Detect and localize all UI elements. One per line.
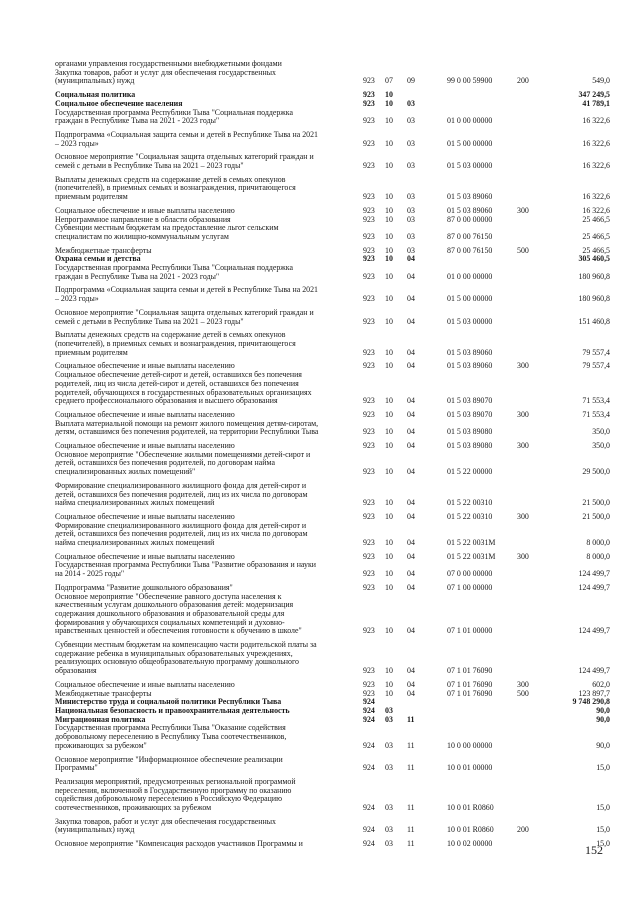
section-code: 10 bbox=[385, 347, 393, 357]
table-row bbox=[55, 331, 610, 357]
page-number: 152 bbox=[585, 843, 603, 857]
row-description: Государственная программа Республики Тыва "Оказание содействия добровольному переселению в Республику Тыва соотечественников, проживающих за рубежом" bbox=[55, 723, 287, 750]
amount: 71 553,4 bbox=[582, 396, 610, 406]
table-row bbox=[55, 482, 610, 508]
subsection-code: 04 bbox=[407, 294, 415, 304]
amount: 124 499,7 bbox=[578, 626, 610, 636]
subsection-code: 03 bbox=[407, 205, 415, 215]
ministry-code: 923 bbox=[363, 551, 375, 561]
amount: 15,0 bbox=[596, 763, 610, 773]
target-article-code: 10 0 00 00000 bbox=[447, 740, 493, 750]
table-row bbox=[55, 109, 610, 126]
row-description: Реализация мероприятий, предусмотренных региональной программой переселения, включенной в Государственную программу по оказанию содействия добровольному переселению в Российскую Федерацию соотечественников, проживающих за рубежом bbox=[55, 776, 296, 813]
ministry-code: 923 bbox=[363, 245, 375, 255]
subsection-code: 11 bbox=[407, 825, 415, 835]
expense-type-code: 200 bbox=[517, 825, 529, 835]
ministry-code: 923 bbox=[363, 396, 375, 406]
row-description: органами управления государственными внебюджетными фондами bbox=[55, 59, 282, 68]
section-code: 03 bbox=[385, 763, 393, 773]
row-description: Подпрограмма "Развитие дошкольного образования" bbox=[55, 582, 233, 592]
target-article-code: 01 5 03 89070 bbox=[447, 396, 493, 406]
subsection-code: 03 bbox=[407, 192, 415, 202]
subsection-code: 04 bbox=[407, 626, 415, 636]
row-description: Национальная безопасность и правоохранительная деятельность bbox=[55, 706, 290, 715]
section-code: 10 bbox=[385, 90, 393, 100]
amount: 305 460,5 bbox=[578, 254, 610, 264]
expense-type-code: 300 bbox=[517, 511, 529, 521]
row-description: Основное мероприятие "Компенсация расходов участников Программы и bbox=[55, 839, 303, 849]
section-code: 10 bbox=[385, 205, 393, 215]
ministry-code: 924 bbox=[363, 825, 375, 835]
subsection-code: 03 bbox=[407, 138, 415, 148]
target-article-code: 01 0 00 00000 bbox=[447, 271, 493, 281]
section-code: 10 bbox=[385, 409, 393, 419]
row-description: Социальное обеспечение и иные выплаты населению bbox=[55, 679, 235, 689]
amount: 347 249,5 bbox=[578, 90, 610, 100]
amount: 124 499,7 bbox=[578, 666, 610, 676]
target-article-code: 01 5 22 0031M bbox=[447, 551, 496, 561]
table-row bbox=[55, 778, 610, 813]
row-description: Формирование специализированного жилищного фонда для детей-сирот и детей, оставшихся без попечения родителей, лиц из их числа по договорам найма специализированных жилых помещений bbox=[55, 480, 308, 508]
table-row bbox=[55, 153, 610, 170]
ministry-code: 923 bbox=[363, 409, 375, 419]
amount: 602,0 bbox=[592, 679, 610, 689]
subsection-code: 04 bbox=[407, 688, 415, 698]
expense-type-code: 300 bbox=[517, 441, 529, 451]
section-code: 10 bbox=[385, 316, 393, 326]
row-description: Государственная программа Республики Тыва "Развитие образования и науки на 2014 - 2025 годы" bbox=[55, 560, 317, 579]
table-row bbox=[55, 224, 610, 241]
ministry-code: 924 bbox=[363, 803, 375, 813]
ministry-code: 923 bbox=[363, 427, 375, 437]
table-row bbox=[55, 176, 610, 202]
row-description: Социальное обеспечение и иные выплаты населению bbox=[55, 205, 235, 215]
table-row bbox=[55, 131, 610, 148]
table-row bbox=[55, 451, 610, 477]
table-row bbox=[55, 264, 610, 281]
amount: 16 322,6 bbox=[582, 205, 610, 215]
target-article-code: 07 1 01 76090 bbox=[447, 688, 493, 698]
subsection-code: 04 bbox=[407, 316, 415, 326]
target-article-code: 01 5 03 00000 bbox=[447, 316, 493, 326]
subsection-code: 04 bbox=[407, 347, 415, 357]
subsection-code: 03 bbox=[407, 116, 415, 126]
amount: 16 322,6 bbox=[582, 116, 610, 126]
ministry-code: 923 bbox=[363, 511, 375, 521]
expense-type-code: 500 bbox=[517, 245, 529, 255]
amount: 16 322,6 bbox=[582, 138, 610, 148]
ministry-code: 923 bbox=[363, 116, 375, 126]
amount: 350,0 bbox=[592, 441, 610, 451]
amount: 15,0 bbox=[596, 803, 610, 813]
target-article-code: 07 0 00 00000 bbox=[447, 569, 493, 579]
ministry-code: 924 bbox=[363, 697, 375, 707]
ministry-code: 923 bbox=[363, 90, 375, 100]
subsection-code: 04 bbox=[407, 679, 415, 689]
target-article-code: 01 5 03 89080 bbox=[447, 441, 493, 451]
expense-type-code: 300 bbox=[517, 205, 529, 215]
ministry-code: 923 bbox=[363, 347, 375, 357]
amount: 15,0 bbox=[596, 839, 610, 849]
row-description: Основное мероприятие "Обеспечение жилыми помещениями детей-сирот и детей, оставшихся без попечения родителей, по договорам найма специализированных жилых помещений" bbox=[55, 449, 311, 477]
ministry-code: 924 bbox=[363, 763, 375, 773]
amount: 180 960,8 bbox=[578, 294, 610, 304]
table-row bbox=[55, 69, 610, 86]
row-description: Социальное обеспечение и иные выплаты населению bbox=[55, 551, 235, 561]
section-code: 10 bbox=[385, 679, 393, 689]
amount: 71 553,4 bbox=[582, 409, 610, 419]
section-code: 03 bbox=[385, 803, 393, 813]
section-code: 10 bbox=[385, 254, 393, 264]
target-article-code: 07 1 01 76090 bbox=[447, 679, 493, 689]
table-row bbox=[55, 371, 610, 406]
section-code: 10 bbox=[385, 98, 393, 108]
target-article-code: 01 5 03 89060 bbox=[447, 347, 493, 357]
expense-type-code: 300 bbox=[517, 551, 529, 561]
target-article-code: 01 5 00 00000 bbox=[447, 294, 493, 304]
section-code: 10 bbox=[385, 569, 393, 579]
expense-type-code: 200 bbox=[517, 76, 529, 86]
section-code: 03 bbox=[385, 714, 393, 724]
row-description: Подпрограмма «Социальная защита семьи и детей в Республике Тыва на 2021 – 2023 годы» bbox=[55, 129, 318, 148]
target-article-code: 01 5 03 89080 bbox=[447, 427, 493, 437]
row-description: Основное мероприятие "Информационное обеспечение реализации Программы" bbox=[55, 754, 283, 773]
table-row bbox=[55, 420, 610, 437]
amount: 9 748 290,8 bbox=[572, 697, 610, 707]
subsection-code: 03 bbox=[407, 245, 415, 255]
section-code: 10 bbox=[385, 361, 393, 371]
target-article-code: 01 5 22 0031M bbox=[447, 538, 496, 548]
subsection-code: 04 bbox=[407, 427, 415, 437]
row-description: Закупка товаров, работ и услуг для обеспечения государственных (муниципальных) нужд bbox=[55, 67, 276, 86]
target-article-code: 10 0 01 R0860 bbox=[447, 825, 494, 835]
section-code: 07 bbox=[385, 76, 393, 86]
section-code: 10 bbox=[385, 231, 393, 241]
ministry-code: 923 bbox=[363, 626, 375, 636]
section-code: 10 bbox=[385, 427, 393, 437]
section-code: 10 bbox=[385, 467, 393, 477]
target-article-code: 99 0 00 59900 bbox=[447, 76, 493, 86]
ministry-code: 923 bbox=[363, 316, 375, 326]
subsection-code: 04 bbox=[407, 254, 415, 264]
section-code: 10 bbox=[385, 214, 393, 224]
section-code: 10 bbox=[385, 441, 393, 451]
ministry-code: 923 bbox=[363, 538, 375, 548]
amount: 21 500,0 bbox=[582, 498, 610, 508]
amount: 90,0 bbox=[596, 740, 610, 750]
subsection-code: 04 bbox=[407, 511, 415, 521]
ministry-code: 923 bbox=[363, 361, 375, 371]
table-row bbox=[55, 286, 610, 303]
row-description: Межбюджетные трансферты bbox=[55, 245, 152, 255]
budget-table bbox=[55, 60, 610, 849]
row-description: Межбюджетные трансферты bbox=[55, 688, 152, 698]
amount: 549,0 bbox=[592, 76, 610, 86]
amount: 16 322,6 bbox=[582, 161, 610, 171]
table-row bbox=[55, 641, 610, 676]
subsection-code: 03 bbox=[407, 98, 415, 108]
ministry-code: 924 bbox=[363, 839, 375, 849]
table-row bbox=[55, 522, 610, 548]
target-article-code: 10 0 01 00000 bbox=[447, 763, 493, 773]
row-description: Формирование специализированного жилищного фонда для детей-сирот и детей, оставшихся без попечения родителей, лиц из их числа по договорам найма специализированных жилых помещений bbox=[55, 520, 308, 548]
section-code: 03 bbox=[385, 839, 393, 849]
expense-type-code: 500 bbox=[517, 688, 529, 698]
section-code: 10 bbox=[385, 161, 393, 171]
section-code: 03 bbox=[385, 740, 393, 750]
row-description: Основное мероприятие "Обеспечение равного доступа населения к качественным услугам дошкольного образования детей: модернизация содержания дошкольного образования и образовательной среды для формирования у обучающихся социальных компетенций и духовно- нравственных ценностей и обеспечения готовности к обучению в школе" bbox=[55, 591, 302, 636]
expense-type-code: 300 bbox=[517, 679, 529, 689]
table-row bbox=[55, 840, 610, 849]
section-code: 10 bbox=[385, 245, 393, 255]
target-article-code: 01 5 22 00310 bbox=[447, 511, 493, 521]
row-description: Социальное обеспечение детей-сирот и детей, оставшихся без попечения родителей, лиц из числа детей-сирот и детей, оставшихся без попечения родителей, обучающихся в государственных образовательных организациях среднего профессионального образования и высшего образования bbox=[55, 370, 312, 406]
row-description: Социальное обеспечение и иные выплаты населению bbox=[55, 361, 235, 371]
ministry-code: 923 bbox=[363, 467, 375, 477]
table-row bbox=[55, 593, 610, 637]
ministry-code: 923 bbox=[363, 138, 375, 148]
target-article-code: 01 0 00 00000 bbox=[447, 116, 493, 126]
amount: 25 466,5 bbox=[582, 245, 610, 255]
amount: 79 557,4 bbox=[582, 347, 610, 357]
row-description: Миграционная политика bbox=[55, 714, 146, 724]
section-code: 10 bbox=[385, 271, 393, 281]
ministry-code: 923 bbox=[363, 231, 375, 241]
subsection-code: 03 bbox=[407, 214, 415, 224]
target-article-code: 01 5 22 00000 bbox=[447, 467, 493, 477]
target-article-code: 01 5 22 00310 bbox=[447, 498, 493, 508]
section-code: 10 bbox=[385, 666, 393, 676]
ministry-code: 923 bbox=[363, 192, 375, 202]
row-description: Государственная программа Республики Тыва "Социальная поддержка граждан в Республике Тыва на 2021 - 2023 годы" bbox=[55, 263, 293, 281]
row-description: Выплаты денежных средств на содержание детей в семьях опекунов (попечителей), в приемных семьях и вознаграждения, причитающегося приемным родителям bbox=[55, 330, 296, 357]
expense-type-code: 300 bbox=[517, 409, 529, 419]
amount: 21 500,0 bbox=[582, 511, 610, 521]
section-code: 10 bbox=[385, 538, 393, 548]
ministry-code: 923 bbox=[363, 582, 375, 592]
target-article-code: 07 1 01 76090 bbox=[447, 666, 493, 676]
section-code: 10 bbox=[385, 551, 393, 561]
target-article-code: 87 0 00 76150 bbox=[447, 245, 493, 255]
subsection-code: 04 bbox=[407, 538, 415, 548]
row-description: Социальное обеспечение и иные выплаты населению bbox=[55, 511, 235, 521]
ministry-code: 923 bbox=[363, 271, 375, 281]
subsection-code: 11 bbox=[407, 839, 415, 849]
ministry-code: 923 bbox=[363, 679, 375, 689]
amount: 350,0 bbox=[592, 427, 610, 437]
ministry-code: 923 bbox=[363, 254, 375, 264]
row-description: Субвенции местным бюджетам на компенсацию части родительской платы за содержание ребенка в муниципальных образовательных учреждениях, реализующих основную общеобразовательную программу дошкольного образования bbox=[55, 640, 317, 676]
subsection-code: 04 bbox=[407, 569, 415, 579]
target-article-code: 87 0 00 76150 bbox=[447, 231, 493, 241]
row-description: Социальное обеспечение и иные выплаты населению bbox=[55, 409, 235, 419]
subsection-code: 04 bbox=[407, 467, 415, 477]
row-description: Закупка товаров, работ и услуг для обеспечения государственных (муниципальных) нужд bbox=[55, 816, 276, 835]
amount: 25 466,5 bbox=[582, 214, 610, 224]
subsection-code: 04 bbox=[407, 582, 415, 592]
target-article-code: 10 0 01 R0860 bbox=[447, 803, 494, 813]
ministry-code: 923 bbox=[363, 294, 375, 304]
expense-type-code: 300 bbox=[517, 361, 529, 371]
ministry-code: 923 bbox=[363, 76, 375, 86]
target-article-code: 01 5 03 00000 bbox=[447, 161, 493, 171]
amount: 16 322,6 bbox=[582, 192, 610, 202]
target-article-code: 10 0 02 00000 bbox=[447, 839, 493, 849]
amount: 41 789,1 bbox=[582, 98, 610, 108]
subsection-code: 04 bbox=[407, 361, 415, 371]
row-description: Социальное обеспечение и иные выплаты населению bbox=[55, 441, 235, 451]
subsection-code: 11 bbox=[407, 740, 415, 750]
ministry-code: 923 bbox=[363, 569, 375, 579]
target-article-code: 07 1 00 00000 bbox=[447, 582, 493, 592]
section-code: 10 bbox=[385, 498, 393, 508]
target-article-code: 07 1 01 00000 bbox=[447, 626, 493, 636]
table-row bbox=[55, 724, 610, 750]
ministry-code: 923 bbox=[363, 688, 375, 698]
amount: 25 466,5 bbox=[582, 231, 610, 241]
target-article-code: 87 0 00 00000 bbox=[447, 214, 493, 224]
amount: 90,0 bbox=[596, 714, 610, 724]
ministry-code: 923 bbox=[363, 205, 375, 215]
ministry-code: 923 bbox=[363, 666, 375, 676]
target-article-code: 01 5 00 00000 bbox=[447, 138, 493, 148]
section-code: 10 bbox=[385, 626, 393, 636]
row-description: Государственная программа Республики Тыва "Социальная поддержка граждан в Республике Тыва на 2021 - 2023 годы" bbox=[55, 107, 293, 126]
row-description: Министерство труда и социальной политики Республики Тыва bbox=[55, 697, 282, 707]
amount: 151 460,8 bbox=[578, 316, 610, 326]
ministry-code: 923 bbox=[363, 98, 375, 108]
row-description: Подпрограмма «Социальная защита семьи и детей в Республике Тыва на 2021 – 2023 годы» bbox=[55, 285, 318, 304]
target-article-code: 01 5 03 89060 bbox=[447, 192, 493, 202]
subsection-code: 03 bbox=[407, 231, 415, 241]
amount: 123 897,7 bbox=[578, 688, 610, 698]
subsection-code: 03 bbox=[407, 161, 415, 171]
table-row bbox=[55, 561, 610, 578]
amount: 180 960,8 bbox=[578, 271, 610, 281]
ministry-code: 923 bbox=[363, 161, 375, 171]
section-code: 10 bbox=[385, 396, 393, 406]
amount: 29 500,0 bbox=[582, 467, 610, 477]
section-code: 10 bbox=[385, 294, 393, 304]
section-code: 10 bbox=[385, 116, 393, 126]
ministry-code: 924 bbox=[363, 714, 375, 724]
row-description: Непрограммное направление в области образования bbox=[55, 214, 231, 224]
ministry-code: 923 bbox=[363, 214, 375, 224]
section-code: 10 bbox=[385, 582, 393, 592]
subsection-code: 11 bbox=[407, 763, 415, 773]
amount: 8 000,0 bbox=[586, 551, 610, 561]
ministry-code: 924 bbox=[363, 706, 375, 715]
ministry-code: 923 bbox=[363, 498, 375, 508]
subsection-code: 11 bbox=[407, 714, 415, 724]
subsection-code: 04 bbox=[407, 271, 415, 281]
amount: 90,0 bbox=[596, 706, 610, 715]
row-description: Охрана семьи и детства bbox=[55, 254, 141, 264]
subsection-code: 11 bbox=[407, 803, 415, 813]
target-article-code: 01 5 03 89060 bbox=[447, 205, 493, 215]
row-description: Основное мероприятие "Социальная защита отдельных категорий граждан и семей с детьми в Республике Тыва на 2021 – 2023 годы" bbox=[55, 152, 314, 171]
row-description: Субвенции местным бюджетам на предоставление льгот сельским специалистам по жилищно-коммунальным услугам bbox=[55, 223, 279, 241]
subsection-code: 04 bbox=[407, 409, 415, 419]
table-row bbox=[55, 818, 610, 835]
amount: 15,0 bbox=[596, 825, 610, 835]
row-description: Основное мероприятие "Социальная защита отдельных категорий граждан и семей с детьми в Республике Тыва на 2021 – 2023 годы" bbox=[55, 307, 314, 326]
section-code: 03 bbox=[385, 825, 393, 835]
amount: 124 499,7 bbox=[578, 582, 610, 592]
ministry-code: 924 bbox=[363, 740, 375, 750]
row-description: Социальная политика bbox=[55, 90, 136, 100]
subsection-code: 09 bbox=[407, 76, 415, 86]
target-article-code: 01 5 03 89070 bbox=[447, 409, 493, 419]
table-row bbox=[55, 756, 610, 773]
section-code: 10 bbox=[385, 192, 393, 202]
subsection-code: 04 bbox=[407, 666, 415, 676]
subsection-code: 04 bbox=[407, 396, 415, 406]
subsection-code: 04 bbox=[407, 498, 415, 508]
subsection-code: 04 bbox=[407, 551, 415, 561]
amount: 79 557,4 bbox=[582, 361, 610, 371]
section-code: 10 bbox=[385, 511, 393, 521]
row-description: Выплаты денежных средств на содержание детей в семьях опекунов (попечителей), в приемных семьях и вознаграждения, причитающегося приемным родителям bbox=[55, 174, 296, 202]
ministry-code: 923 bbox=[363, 441, 375, 451]
amount: 124 499,7 bbox=[578, 569, 610, 579]
amount: 8 000,0 bbox=[586, 538, 610, 548]
section-code: 03 bbox=[385, 706, 393, 715]
target-article-code: 01 5 03 89060 bbox=[447, 361, 493, 371]
row-description: Выплата материальной помощи на ремонт жилого помещения детям-сиротам, детям, оставшимся без попечения родителей, на территории Республики Тыва bbox=[55, 418, 319, 437]
table-row bbox=[55, 309, 610, 326]
subsection-code: 04 bbox=[407, 441, 415, 451]
section-code: 10 bbox=[385, 138, 393, 148]
row-description: Социальное обеспечение населения bbox=[55, 98, 183, 108]
section-code: 10 bbox=[385, 688, 393, 698]
